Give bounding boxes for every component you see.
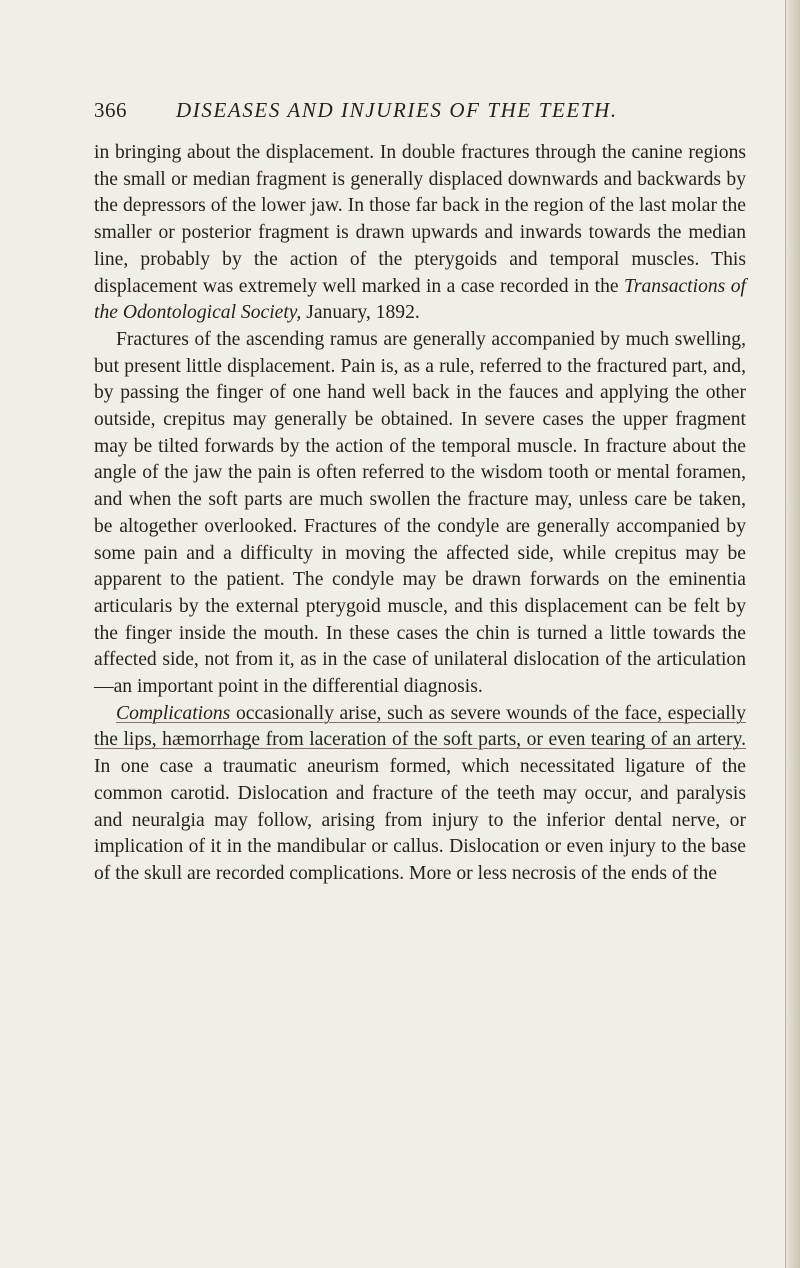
paragraph-1-text-a: in bringing about the displacement. In double fractures through the canine regions the small or median fragment is generally displaced downwards and backwards by the depressors of the lower jaw. In those far back in the region of the last molar the smaller or posterior fragment is drawn upwards and inwards towards the median line, probably by the action of the pterygoids and temporal muscles. This displacement was extremely well marked in a case recorded in the [94,142,746,297]
paragraph-3 [94,701,746,888]
body-text [94,140,746,888]
complications-heading: Complications [116,702,231,724]
journal-title: Transactions of the Odontological Society, [94,275,746,324]
paragraph-3-text: In one case a traumatic aneurism formed, which necessitated ligature of the common carotid. Dislocation and fracture of the teeth may occur, and paralysis and neuralgia may follow, arising from injury to the inferior dental nerve, or implication of it in the mandibular or callus. Dislocation or even injury to the base of the skull are recorded complications. More or less necrosis of the ends of the [94,756,746,884]
paragraph-1 [94,140,746,327]
paragraph-2: Fractures of the ascending ramus are generally accompanied by much swelling, but present little displacement. Pain is, as a rule, referred to the fractured part, and, by passing the finger of one hand well back in the fauces and applying the other outside, crepitus may generally be obtained. In severe cases the upper fragment may be tilted forwards by the action of the temporal muscle. In fracture about the angle of the jaw the pain is often referred to the wisdom tooth or mental foramen, and when the soft parts are much swollen the fracture may, unless care be taken, be altogether overlooked. Fractures of the condyle are generally accompanied by some pain and a difficulty in moving the affected side, while crepitus may be apparent to the patient. The condyle may be drawn forwards on the eminentia articularis by the external pterygoid muscle, and this displacement can be felt by the finger inside the mouth. In these cases the chin is turned a little towards the affected side, not from it, as in the case of unilateral dislocation of the articulation—an important point in the differential diagnosis. [94,328,746,698]
paragraph-1-text-b: January, 1892. [301,302,420,324]
underlined-passage: occasionally arise, such as severe wounds of the face, especially the lips, hæmorrhage from laceration of the soft parts, or even tearing of an artery. [94,702,746,751]
running-title: DISEASES AND INJURIES OF THE TEETH. [176,98,618,122]
page-number: 366 [94,98,127,122]
page-edge [785,0,800,1268]
